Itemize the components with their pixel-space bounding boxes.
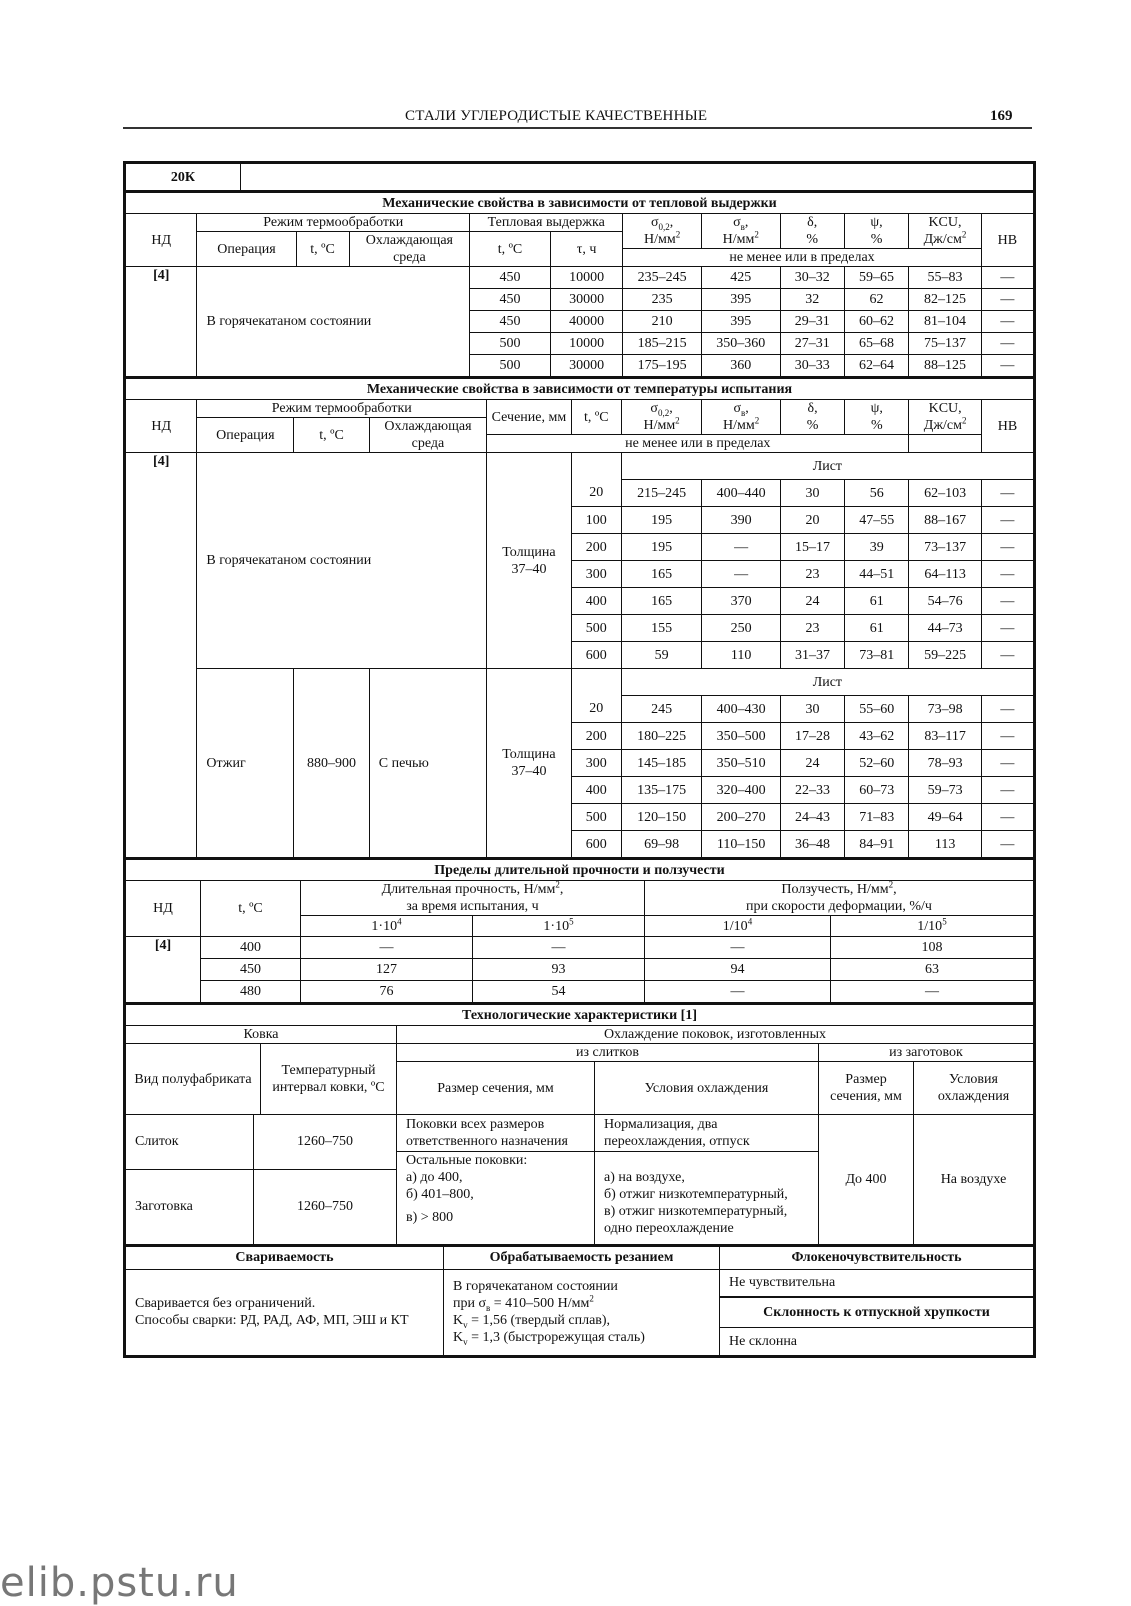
col-nd: НД xyxy=(126,214,197,267)
table-cell: 235 xyxy=(623,289,702,311)
table-cell: 24 xyxy=(780,588,844,615)
table-cell: 84–91 xyxy=(845,831,909,858)
table-cell: 59–65 xyxy=(844,267,908,289)
state: В горячекатаном состоянии xyxy=(197,267,470,377)
table-cell: 27–31 xyxy=(780,333,844,355)
table-cell: — xyxy=(645,937,831,959)
table-cell: 165 xyxy=(621,588,702,615)
not-less-note: не менее или в пределах xyxy=(487,435,909,453)
table-cell: 108 xyxy=(831,937,1034,959)
table-cell: 75–137 xyxy=(909,333,982,355)
table-cell: 350–500 xyxy=(702,723,781,750)
temper-title: Склонность к отпускной хрупкости xyxy=(720,1297,1034,1327)
header-rule xyxy=(123,127,1032,129)
col-delta: δ, % xyxy=(780,214,844,249)
table-cell: 88–125 xyxy=(909,355,982,377)
nd-ref: [4] xyxy=(126,937,201,1003)
table-cell: — xyxy=(981,480,1033,507)
table-cell: 61 xyxy=(845,615,909,642)
table-cell: — xyxy=(473,937,645,959)
table-cell: — xyxy=(981,615,1033,642)
table-cell: 29–31 xyxy=(780,311,844,333)
table-cell: — xyxy=(831,981,1034,1003)
nd-ref: [4] xyxy=(126,453,197,858)
section-title: Технологические характеристики [1] xyxy=(126,1004,1034,1026)
table-cell: 10000 xyxy=(550,333,623,355)
table-cell: 24–43 xyxy=(780,804,844,831)
table-cell: 32 xyxy=(780,289,844,311)
weld-line-1: Сваривается без ограничений. xyxy=(135,1296,316,1311)
col-t: t, ºC xyxy=(571,400,621,435)
table-cell: 600 xyxy=(571,642,621,669)
table-cell: 185–215 xyxy=(623,333,702,355)
mach-title: Обрабатываемость резанием xyxy=(444,1246,720,1270)
col-nd: НД xyxy=(126,400,197,453)
table-cell: 63 xyxy=(831,959,1034,981)
col-1-1e4: $1/10^4$ xyxy=(645,916,831,937)
table-cell: 100 xyxy=(571,507,621,534)
billet-cond: На воздухе xyxy=(914,1115,1034,1245)
table-cell: 400–430 xyxy=(702,696,781,723)
table-cell: — xyxy=(301,937,473,959)
cond-a: а) на воздухе, xyxy=(604,1170,685,1185)
table-cell: — xyxy=(981,355,1033,377)
table-cell: 40000 xyxy=(550,311,623,333)
creep-table xyxy=(125,858,1034,1003)
cooling: С печью xyxy=(369,669,486,858)
table-cell: — xyxy=(702,561,781,588)
col-exp-tau: τ, ч xyxy=(550,232,623,267)
table-cell: 30–32 xyxy=(780,267,844,289)
col-cool-cond2: Условия охлаждения xyxy=(914,1062,1034,1115)
thickness-value: 37–40 xyxy=(511,764,547,779)
table-cell: 120–150 xyxy=(621,804,702,831)
table-cell: 30 xyxy=(780,480,844,507)
table-cell: 56 xyxy=(845,480,909,507)
table-cell: 215–245 xyxy=(621,480,702,507)
table-cell: — xyxy=(981,561,1033,588)
operation: В горячекатаном состоянии xyxy=(197,453,487,669)
blank xyxy=(571,669,621,696)
table-cell: 145–185 xyxy=(621,750,702,777)
table-cell: 155 xyxy=(621,615,702,642)
table-row xyxy=(126,937,1034,959)
col-section: Сечение, мм xyxy=(487,400,572,435)
col-psi: ψ, % xyxy=(845,400,909,435)
table-cell: 300 xyxy=(571,750,621,777)
table-cell: 110–150 xyxy=(702,831,781,858)
table-cell: 15–17 xyxy=(780,534,844,561)
table-cell: 88–167 xyxy=(909,507,981,534)
col-kind: Вид полуфабриката xyxy=(126,1044,261,1114)
col-operation: Операция xyxy=(197,418,294,453)
col-1e4h: $1\cdot 10^4$ xyxy=(301,916,473,937)
col-kcu: KCU, $Дж/см^2$ xyxy=(909,214,982,249)
table-cell: 30000 xyxy=(550,289,623,311)
table-cell: 235–245 xyxy=(623,267,702,289)
table-cell: — xyxy=(981,642,1033,669)
cond-b: б) отжиг низкотемпературный, xyxy=(604,1187,788,1202)
billet-size: До 400 xyxy=(819,1115,914,1245)
table-cell: 55–83 xyxy=(909,267,982,289)
forgings-other: Остальные поковки: xyxy=(397,1152,595,1170)
table-cell: 62 xyxy=(844,289,908,311)
table-cell: 200 xyxy=(571,534,621,561)
table-cell: 73–81 xyxy=(845,642,909,669)
flake-value: Не чувствительна xyxy=(720,1269,1034,1297)
table-cell: 500 xyxy=(470,333,551,355)
table-cell: 400 xyxy=(571,588,621,615)
table-cell: 43–62 xyxy=(845,723,909,750)
table-cell: 54 xyxy=(473,981,645,1003)
table-cell: 30–33 xyxy=(780,355,844,377)
col-temp-range: Температурный интервал ковки, ºC xyxy=(272,1063,385,1095)
table-cell: 30 xyxy=(780,696,844,723)
table-cell: 20 xyxy=(780,507,844,534)
section-size xyxy=(487,669,572,858)
table-cell: 62–103 xyxy=(909,480,981,507)
col-exp-t: t, ºC xyxy=(470,232,551,267)
table-cell: 350–510 xyxy=(702,750,781,777)
table-cell: 390 xyxy=(702,507,781,534)
table-cell: 425 xyxy=(701,267,780,289)
kind-billet: Заготовка xyxy=(126,1169,254,1244)
grade-table xyxy=(125,163,1034,191)
mach-line-3: $K_v = 1,56$ (твердый сплав), xyxy=(453,1313,611,1330)
table-cell: 83–117 xyxy=(909,723,981,750)
table-cell: 64–113 xyxy=(909,561,981,588)
table-row xyxy=(126,959,1034,981)
col-exposure: Тепловая выдержка xyxy=(470,214,623,232)
forg-b: б) 401–800, xyxy=(406,1187,474,1202)
table-cell: 44–73 xyxy=(909,615,981,642)
nd-ref: [4] xyxy=(126,267,197,377)
col-from-billets: из заготовок xyxy=(819,1044,1034,1062)
table-cell: 31–37 xyxy=(780,642,844,669)
col-t: t, ºC xyxy=(294,418,369,453)
table-cell: 300 xyxy=(571,561,621,588)
table-cell: 71–83 xyxy=(845,804,909,831)
table-cell: 10000 xyxy=(550,267,623,289)
table-cell: 59–73 xyxy=(909,777,981,804)
table-cell: 480 xyxy=(201,981,301,1003)
col-section-size: Размер сечения, мм xyxy=(397,1062,595,1115)
steel-grade: 20К xyxy=(126,164,241,191)
col-operation: Операция xyxy=(197,232,296,267)
mach-line-2: при $\sigma_в = 410-500$ $Н/мм^2$ xyxy=(453,1293,594,1313)
table-cell: 62–64 xyxy=(844,355,908,377)
table-cell: 47–55 xyxy=(845,507,909,534)
section-title: Пределы длительной прочности и ползучести xyxy=(126,859,1034,881)
mach-line-1: В горячекатаном состоянии xyxy=(453,1279,618,1294)
table-cell: 165 xyxy=(621,561,702,588)
section-size xyxy=(487,453,572,669)
steel-card xyxy=(123,161,1036,1358)
table-cell: 400–440 xyxy=(702,480,781,507)
weld-title: Свариваемость xyxy=(126,1246,444,1270)
table-cell: — xyxy=(981,723,1033,750)
table-cell: 450 xyxy=(470,311,551,333)
col-regime: Режим термообработки xyxy=(197,214,470,232)
table-cell: — xyxy=(645,981,831,1003)
table-cell: — xyxy=(981,588,1033,615)
table-cell: 20 xyxy=(571,696,621,723)
col-section-size2: Размер сечения, мм xyxy=(819,1062,914,1115)
table-cell: 500 xyxy=(571,615,621,642)
bottom-table xyxy=(125,1245,1034,1356)
table-cell: 23 xyxy=(780,561,844,588)
table-cell: 320–400 xyxy=(702,777,781,804)
col-hb: НВ xyxy=(981,400,1033,453)
table-cell: 55–60 xyxy=(845,696,909,723)
table-cell: 127 xyxy=(301,959,473,981)
table-cell: 78–93 xyxy=(909,750,981,777)
forgings-sizes xyxy=(397,1169,595,1244)
col-psi: ψ, % xyxy=(844,214,908,249)
table-cell: 400 xyxy=(201,937,301,959)
running-title: СТАЛИ УГЛЕРОДИСТЫЕ КАЧЕСТВЕННЫЕ xyxy=(405,108,708,124)
table-cell: 59–225 xyxy=(909,642,981,669)
col-kind-range xyxy=(126,1044,397,1115)
table-cell: — xyxy=(981,804,1033,831)
table-cell: 23 xyxy=(780,615,844,642)
table-cell: 52–60 xyxy=(845,750,909,777)
watermark: elib.pstu.ru xyxy=(0,1560,239,1606)
thickness-label: Толщина xyxy=(502,747,556,762)
table-row xyxy=(126,267,1034,289)
col-long-strength: Длительная прочность, $Н/мм^2$, за время испытания, ч xyxy=(301,881,645,916)
table-cell: — xyxy=(981,750,1033,777)
thickness-label: Толщина xyxy=(502,544,556,560)
table-cell: 110 xyxy=(702,642,781,669)
operation: Отжиг xyxy=(197,669,294,858)
table-cell: — xyxy=(981,311,1033,333)
forgings-conds xyxy=(595,1169,819,1244)
mach-line-4: $K_v = 1,3$ (быстрорежущая сталь) xyxy=(453,1330,645,1347)
table-row xyxy=(126,981,1034,1003)
table-cell: — xyxy=(981,267,1033,289)
mach-text xyxy=(444,1269,720,1355)
table-cell: 395 xyxy=(701,289,780,311)
table-cell: — xyxy=(981,507,1033,534)
table-cell: 82–125 xyxy=(909,289,982,311)
col-cooling: Охлаждающая среда xyxy=(369,418,486,453)
col-1e5h: $1\cdot 10^5$ xyxy=(473,916,645,937)
col-sigma02: $\sigma_{0,2}$, $Н/мм^2$ xyxy=(621,400,702,435)
table-cell: 245 xyxy=(621,696,702,723)
col-sigmab: $\sigma_в$, $Н/мм^2$ xyxy=(702,400,781,435)
table-cell: 450 xyxy=(470,289,551,311)
table-cell: 113 xyxy=(909,831,981,858)
table-cell: 500 xyxy=(571,804,621,831)
table-cell: 73–137 xyxy=(909,534,981,561)
kind-ingot: Слиток xyxy=(126,1115,254,1170)
table-cell: 44–51 xyxy=(845,561,909,588)
table-cell: 250 xyxy=(702,615,781,642)
forgings-all: Поковки всех размеров ответственного назначения xyxy=(397,1115,595,1152)
table-cell: 20 xyxy=(571,480,621,507)
forg-a: а) до 400, xyxy=(406,1170,463,1185)
table-cell: 195 xyxy=(621,534,702,561)
heat-exposure-table xyxy=(125,191,1034,377)
temp: 880–900 xyxy=(294,669,369,858)
col-1-1e5: $1/10^5$ xyxy=(831,916,1034,937)
col-kcu: KCU, $Дж/см^2$ xyxy=(909,400,981,435)
table-cell: 195 xyxy=(621,507,702,534)
table-cell: 76 xyxy=(301,981,473,1003)
table-cell: 210 xyxy=(623,311,702,333)
col-cool-cond: Условия охлаждения xyxy=(595,1062,819,1115)
table-cell: 135–175 xyxy=(621,777,702,804)
table-cell: — xyxy=(981,777,1033,804)
table-cell: 350–360 xyxy=(701,333,780,355)
table-cell: 395 xyxy=(701,311,780,333)
table-cell: 17–28 xyxy=(780,723,844,750)
table-cell: 30000 xyxy=(550,355,623,377)
table-cell: 400 xyxy=(571,777,621,804)
range-billet: 1260–750 xyxy=(254,1169,397,1244)
page-number: 169 xyxy=(990,108,1013,124)
table-cell: — xyxy=(981,534,1033,561)
table-cell: 36–48 xyxy=(780,831,844,858)
table-cell: 54–76 xyxy=(909,588,981,615)
table-row xyxy=(126,669,1034,696)
table-cell: 360 xyxy=(701,355,780,377)
col-t: t, ºC xyxy=(296,232,349,267)
section-title: Механические свойства в зависимости от тепловой выдержки xyxy=(126,192,1034,214)
table-cell: 370 xyxy=(702,588,781,615)
list-label: Лист xyxy=(621,669,1033,696)
list-label: Лист xyxy=(621,453,1033,480)
range-ingot: 1260–750 xyxy=(254,1115,397,1170)
cond-c: в) отжиг низкотемпературный, одно переохлаждение xyxy=(604,1204,788,1236)
weld-line-2: Способы сварки: РД, РАД, АФ, МП, ЭШ и КТ xyxy=(135,1313,409,1328)
table-row xyxy=(126,453,1034,480)
table-cell: 22–33 xyxy=(780,777,844,804)
col-sigma02: $\sigma_{0,2}$, $Н/мм^2$ xyxy=(623,214,702,249)
col-forging: Ковка xyxy=(126,1026,397,1044)
table-cell: — xyxy=(981,289,1033,311)
table-cell: 175–195 xyxy=(623,355,702,377)
table-cell: 94 xyxy=(645,959,831,981)
table-cell: 49–64 xyxy=(909,804,981,831)
table-cell: 73–98 xyxy=(909,696,981,723)
table-cell: 450 xyxy=(470,267,551,289)
test-temp-table xyxy=(125,377,1034,858)
table-cell: — xyxy=(981,333,1033,355)
col-from-ingots: из слитков xyxy=(397,1044,819,1062)
table-cell: — xyxy=(981,831,1033,858)
table-cell: 24 xyxy=(780,750,844,777)
weld-text xyxy=(126,1269,444,1355)
section-title: Механические свойства в зависимости от температуры испытания xyxy=(126,378,1034,400)
table-cell: 39 xyxy=(845,534,909,561)
table-cell: 60–62 xyxy=(844,311,908,333)
thickness-value: 37–40 xyxy=(511,561,547,577)
blank xyxy=(571,453,621,480)
table-cell: — xyxy=(702,534,781,561)
table-cell: 61 xyxy=(845,588,909,615)
table-cell: 93 xyxy=(473,959,645,981)
table-cell: 180–225 xyxy=(621,723,702,750)
table-cell: 600 xyxy=(571,831,621,858)
col-t: t, ºC xyxy=(201,881,301,937)
table-cell: 450 xyxy=(201,959,301,981)
col-regime: Режим термообработки xyxy=(197,400,487,418)
forgings-all-cond: Нормализация, два переохлаждения, отпуск xyxy=(595,1115,819,1152)
col-sigmab: $\sigma_в$, $Н/мм^2$ xyxy=(701,214,780,249)
col-nd: НД xyxy=(126,881,201,937)
not-less-note: не менее или в пределах xyxy=(623,249,981,267)
tech-table xyxy=(125,1003,1034,1245)
table-cell: 69–98 xyxy=(621,831,702,858)
table-cell: 60–73 xyxy=(845,777,909,804)
forg-c: в) > 800 xyxy=(406,1210,454,1225)
table-cell: 81–104 xyxy=(909,311,982,333)
table-cell: — xyxy=(981,696,1033,723)
table-cell: 59 xyxy=(621,642,702,669)
table-cell: 200 xyxy=(571,723,621,750)
col-cooling-forgings: Охлаждение поковок, изготовленных xyxy=(397,1026,1034,1044)
flake-title: Флокеночувствительность xyxy=(720,1246,1034,1270)
col-cooling: Охлаждающая среда xyxy=(349,232,470,267)
temper-value: Не склонна xyxy=(720,1327,1034,1355)
col-delta: δ, % xyxy=(780,400,844,435)
table-cell: 500 xyxy=(470,355,551,377)
col-creep: Ползучесть, $Н/мм^2$, при скорости деформации, %/ч xyxy=(645,881,1034,916)
table-cell: 65–68 xyxy=(844,333,908,355)
col-hb: НВ xyxy=(981,214,1033,267)
table-cell: 200–270 xyxy=(702,804,781,831)
